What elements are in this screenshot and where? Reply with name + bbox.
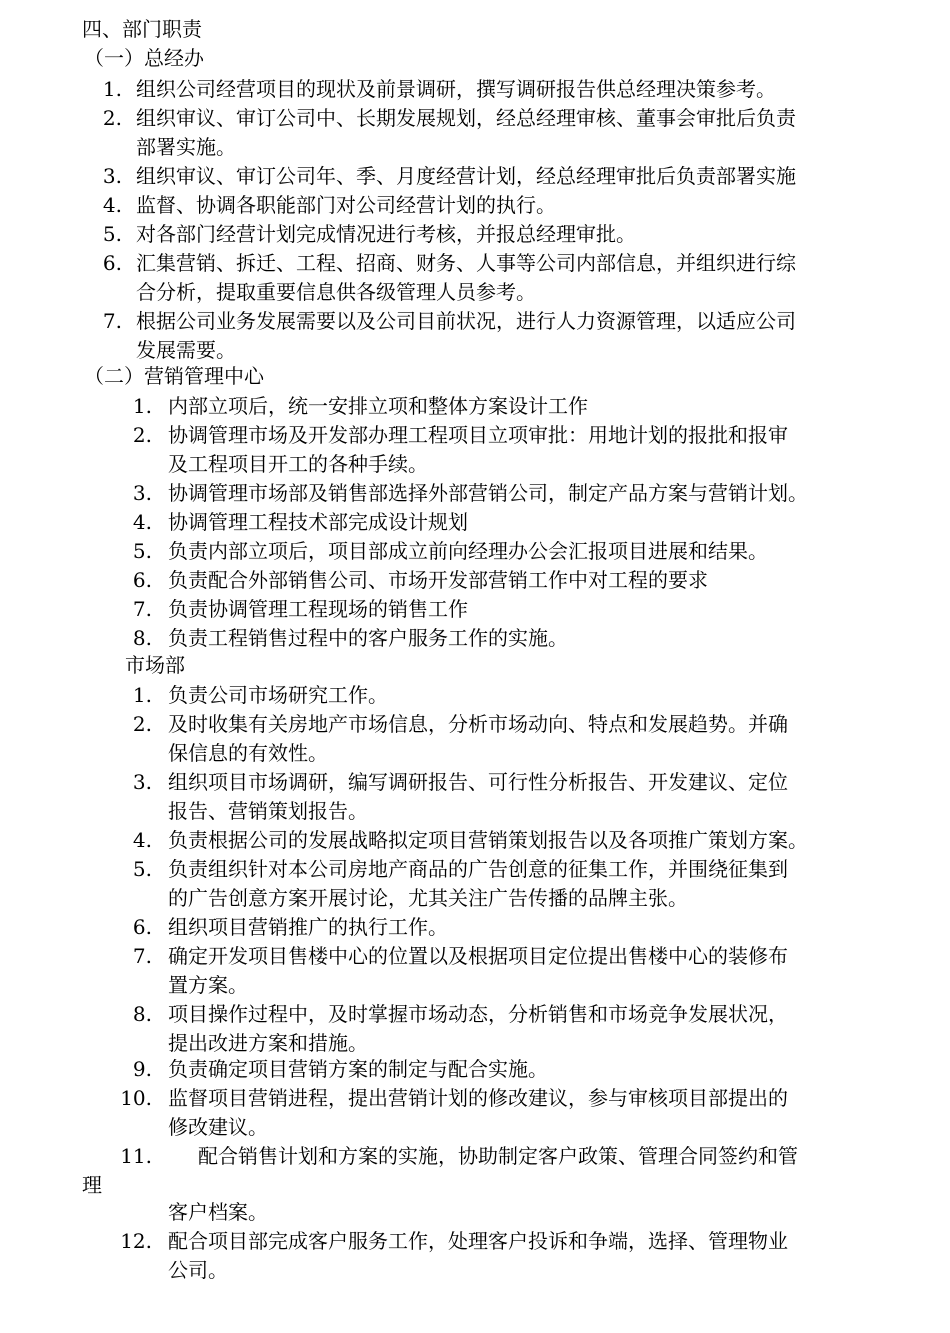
list-item [76,104,890,162]
item-line: 协调管理市场部及销售部选择外部营销公司，制定产品方案与营销计划。 [168,481,808,505]
list-item [106,942,890,1000]
item-line: 提出改进方案和措施。 [168,1031,368,1055]
item-text [168,1000,890,1058]
item-line: 对各部门经营计划完成情况进行考核，并报总经理审批。 [136,222,636,246]
item-text [136,249,890,307]
item-number: 7. [102,309,122,333]
item-number: 2. [132,423,152,447]
item-line: 合分析，提取重要信息供各级管理人员参考。 [136,280,536,304]
item-line: 负责组织针对本公司房地产商品的广告创意的征集工作，并围绕征集到 [168,857,788,881]
list-item [106,1055,890,1084]
list-item [106,710,890,768]
item-number: 9. [132,1057,152,1081]
item-line: 及工程项目开工的各种手续。 [168,452,428,476]
item-number: 7. [132,597,152,621]
item-text [168,681,890,710]
item-line: 组织审议、审订公司年、季、月度经营计划，经总经理审批后负责部署实施 [136,164,796,188]
item-text [168,421,890,479]
item-line: 项目操作过程中，及时掌握市场动态，分析销售和市场竞争发展状况， [168,1002,788,1026]
list-item [76,307,890,365]
item-number: 1. [132,683,152,707]
section-title: 市场部 [125,653,185,677]
item-number: 2. [102,106,122,130]
item-line: 协调管理工程技术部完成设计规划 [168,510,468,534]
item-text [168,710,890,768]
list-item [106,855,890,913]
item-text [168,537,890,566]
item-line: 监督、协调各职能部门对公司经营计划的执行。 [136,193,556,217]
item-text [168,913,890,942]
item-line: 的广告创意方案开展讨论，尤其关注广告传播的品牌主张。 [168,886,688,910]
item-number: 7. [132,944,152,968]
item-text [168,942,890,1000]
item-line: 协调管理市场及开发部办理工程项目立项审批：用地计划的报批和报审 [168,423,788,447]
item-line: 部署实施。 [136,135,236,159]
item-number: 2. [132,712,152,736]
page-heading: 四、部门职责 [82,17,202,41]
item-number: 4. [132,828,152,852]
list-item [106,768,890,826]
item-line: 根据公司业务发展需要以及公司目前状况，进行人力资源管理，以适应公司 [136,309,796,333]
list-item [106,566,890,595]
list-item [106,537,890,566]
item-line: 负责工程销售过程中的客户服务工作的实施。 [168,626,568,650]
item-text [136,220,890,249]
list-item [106,1084,890,1142]
wrapped-character: 理 [82,1173,102,1197]
item-line: 负责确定项目营销方案的制定与配合实施。 [168,1057,548,1081]
item-text [136,75,890,104]
item-number: 5. [132,539,152,563]
list-item [106,479,890,508]
item-line: 监督项目营销进程，提出营销计划的修改建议，参与审核项目部提出的 [168,1086,788,1110]
item-number: 4. [102,193,122,217]
item-number: 3. [132,481,152,505]
item-line: 发展需要。 [136,338,236,362]
item-line: 组织公司经营项目的现状及前景调研，撰写调研报告供总经理决策参考。 [136,77,776,101]
list-item [106,392,890,421]
item-number: 8. [132,626,152,650]
item-text [168,392,890,421]
item-text [168,479,890,508]
item-text [168,595,890,624]
item-text [168,508,890,537]
item-text [136,162,890,191]
list-item [76,162,890,191]
item-line: 负责协调管理工程现场的销售工作 [168,597,468,621]
section-title: （一）总经办 [84,46,204,70]
item-number: 6. [132,915,152,939]
list-item [106,1142,890,1171]
item-number: 1. [132,394,152,418]
item-line: 负责公司市场研究工作。 [168,683,388,707]
item-text [168,566,890,595]
list-item [106,913,890,942]
item-text [136,307,890,365]
item-line: 修改建议。 [168,1115,268,1139]
item-text [168,1227,890,1285]
list-item [76,191,890,220]
item-number: 12. [120,1229,152,1253]
item-line: 组织项目营销推广的执行工作。 [168,915,448,939]
item-line: 负责内部立项后，项目部成立前向经理办公会汇报项目进展和结果。 [168,539,768,563]
item-text [136,191,890,220]
item-line: 保信息的有效性。 [168,741,328,765]
item-text [168,624,890,653]
list-item [76,75,890,104]
item-line: 确定开发项目售楼中心的位置以及根据项目定位提出售楼中心的装修布 [168,944,788,968]
item-line: 组织项目市场调研，编写调研报告、可行性分析报告、开发建议、定位 [168,770,788,794]
item-line: 置方案。 [168,973,248,997]
item-line: 配合销售计划和方案的实施，协助制定客户政策、管理合同签约和管 [198,1144,798,1168]
item-number: 5. [102,222,122,246]
item-text [168,826,890,855]
item-line: 及时收集有关房地产市场信息，分析市场动向、特点和发展趋势。并确 [168,712,788,736]
item-text [168,1055,890,1084]
list-item [106,421,890,479]
item-number: 10. [120,1086,152,1110]
item-line: 汇集营销、拆迁、工程、招商、财务、人事等公司内部信息，并组织进行综 [136,251,796,275]
item-text [168,1142,890,1171]
item-number: 4. [132,510,152,534]
list-item [106,624,890,653]
item-number: 8. [132,1002,152,1026]
item-text [168,855,890,913]
item-line: 负责配合外部销售公司、市场开发部营销工作中对工程的要求 [168,568,708,592]
item-number: 3. [132,770,152,794]
list-item [106,1227,890,1285]
list-item [106,1000,890,1058]
item-number: 1. [102,77,122,101]
list-item [106,826,890,855]
list-item [106,681,890,710]
item-line: 负责根据公司的发展战略拟定项目营销策划报告以及各项推广策划方案。 [168,828,808,852]
item-number: 6. [102,251,122,275]
item-line: 配合项目部完成客户服务工作，处理客户投诉和争端，选择、管理物业 [168,1229,788,1253]
list-item [76,249,890,307]
item-line: 报告、营销策划报告。 [168,799,368,823]
list-item [106,508,890,537]
item-line: 组织审议、审订公司中、长期发展规划，经总经理审核、董事会审批后负责 [136,106,796,130]
item-text [136,104,890,162]
item-line: 公司。 [168,1258,228,1282]
item-text [168,768,890,826]
item-number: 5. [132,857,152,881]
list-item [76,220,890,249]
item-number: 11. [120,1144,152,1168]
continuation-line: 客户档案。 [168,1200,268,1224]
item-text [168,1084,890,1142]
item-number: 3. [102,164,122,188]
item-number: 6. [132,568,152,592]
item-line: 内部立项后，统一安排立项和整体方案设计工作 [168,394,588,418]
section-title: （二）营销管理中心 [84,364,264,388]
list-item [106,595,890,624]
